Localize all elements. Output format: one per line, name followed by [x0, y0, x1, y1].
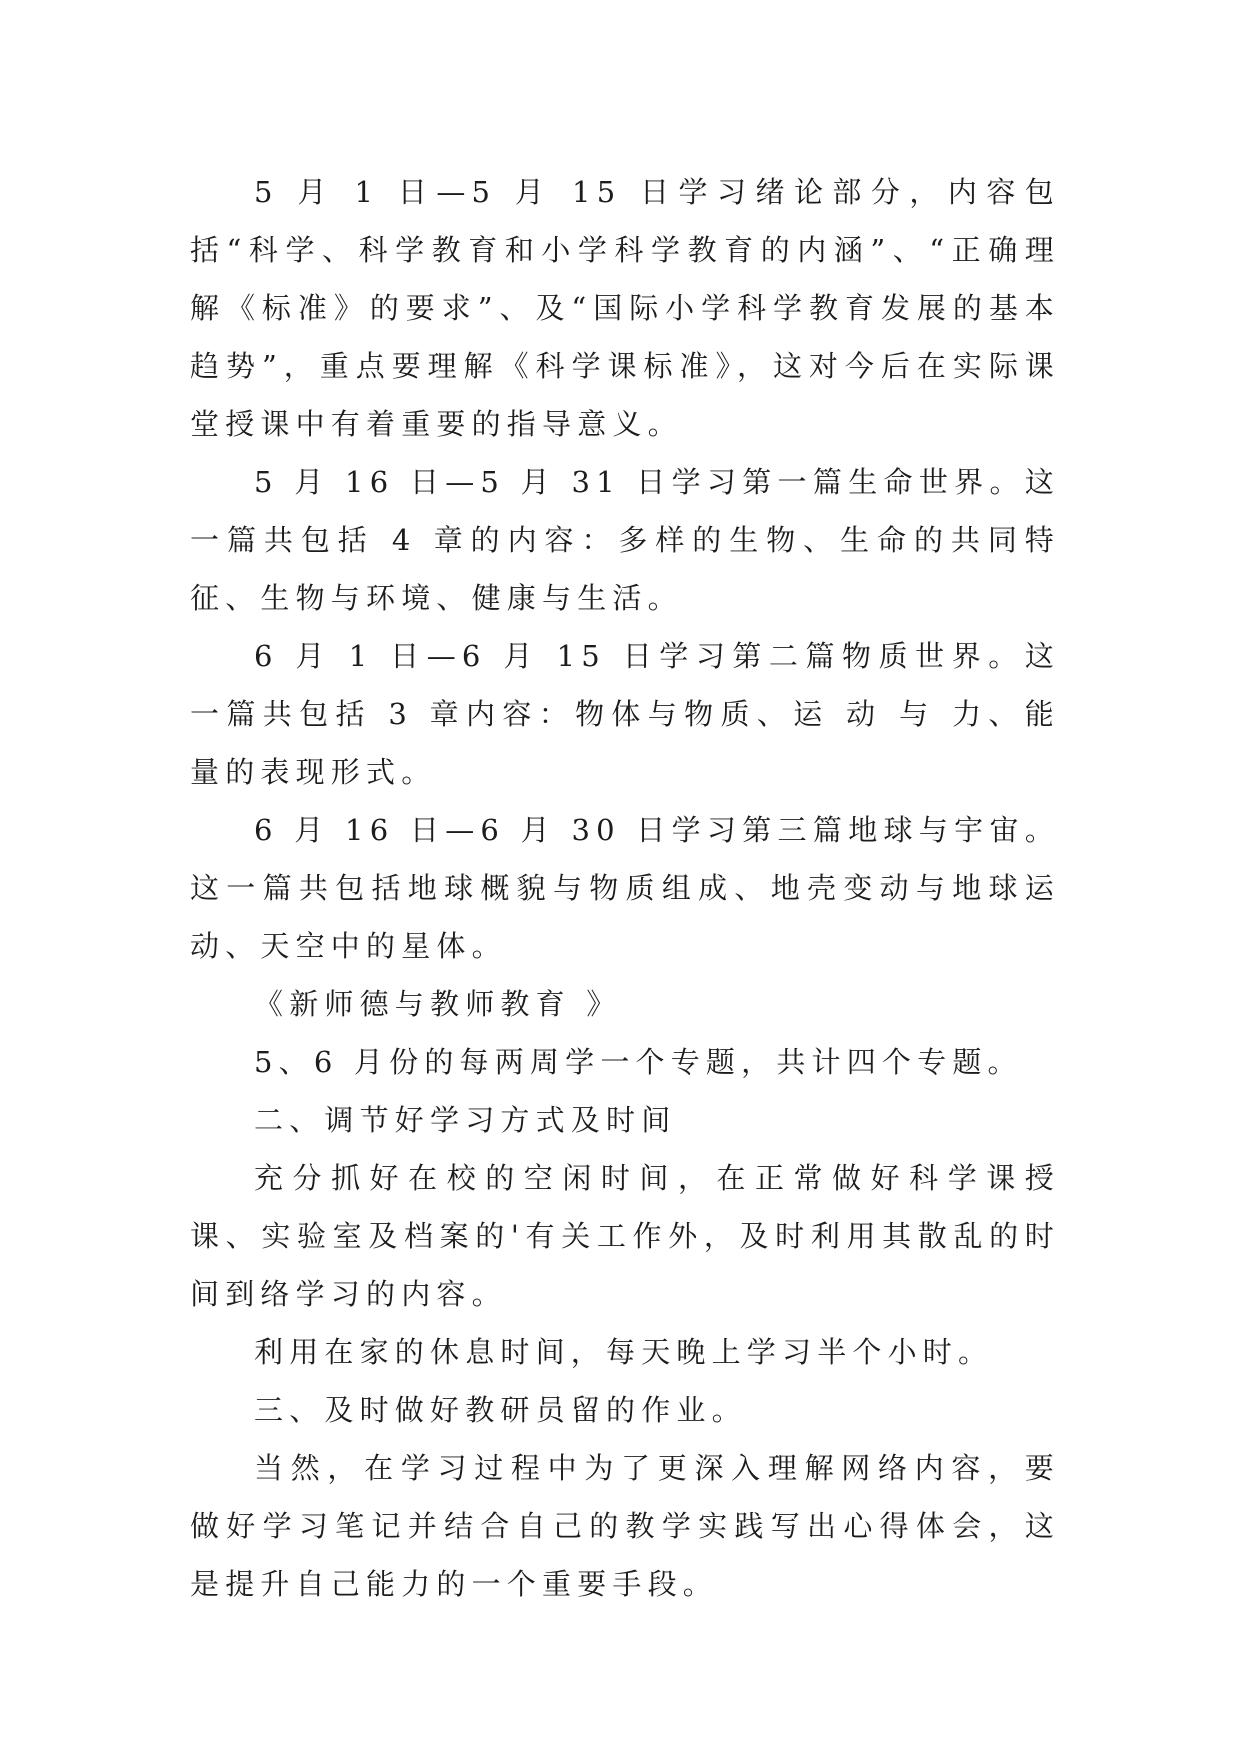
paragraph-topic-plan: 5、6 月份的每两周学一个专题，共计四个专题。 — [254, 1045, 1023, 1079]
paragraph-home-time: 利用在家的休息时间，每天晚上学习半个小时。 — [254, 1335, 994, 1369]
section-heading-homework: 三、及时做好教研员留的作业。 — [254, 1393, 747, 1427]
paragraph-study-notes: 当然，在学习过程中为了更深入理解网络内容，要做好学习笔记并结合自己的教学实践写出心得体会，这是提升自己能力的一个重要手段。 — [190, 1451, 1060, 1601]
paragraph-earth-universe-schedule: 6 月 16 日—6 月 30 日学习第三篇地球与宇宙。这一篇共包括地球概貌与物质组成、地壳变动与地球运动、天空中的星体。 — [190, 813, 1060, 963]
document-body — [190, 163, 1060, 1613]
paragraph-book-title: 《新师德与教师教育 》 — [254, 987, 622, 1021]
paragraph-introduction-schedule: 5 月 1 日—5 月 15 日学习绪论部分，内容包括“科学、科学教育和小学科学教育的内涵”、“正确理解《标准》的要求”、及“国际小学科学教育发展的基本趋势”，重点要理解《科学课标准》，这对今后在实际课堂授课中有着重要的指导意义。 — [190, 175, 1060, 441]
paragraph-matter-world-schedule: 6 月 1 日—6 月 15 日学习第二篇物质世界。这一篇共包括 3 章内容：物体与物质、运 动 与 力、能量的表现形式。 — [190, 639, 1060, 789]
paragraph-life-world-schedule: 5 月 16 日—5 月 31 日学习第一篇生命世界。这一篇共包括 4 章的内容：多样的生物、生命的共同特征、生物与环境、健康与生活。 — [190, 465, 1060, 615]
paragraph-school-time: 充分抓好在校的空闲时间，在正常做好科学课授课、实验室及档案的'有关工作外，及时利用其散乱的时间到络学习的内容。 — [190, 1161, 1060, 1311]
section-heading-study-method: 二、调节好学习方式及时间 — [254, 1103, 677, 1137]
